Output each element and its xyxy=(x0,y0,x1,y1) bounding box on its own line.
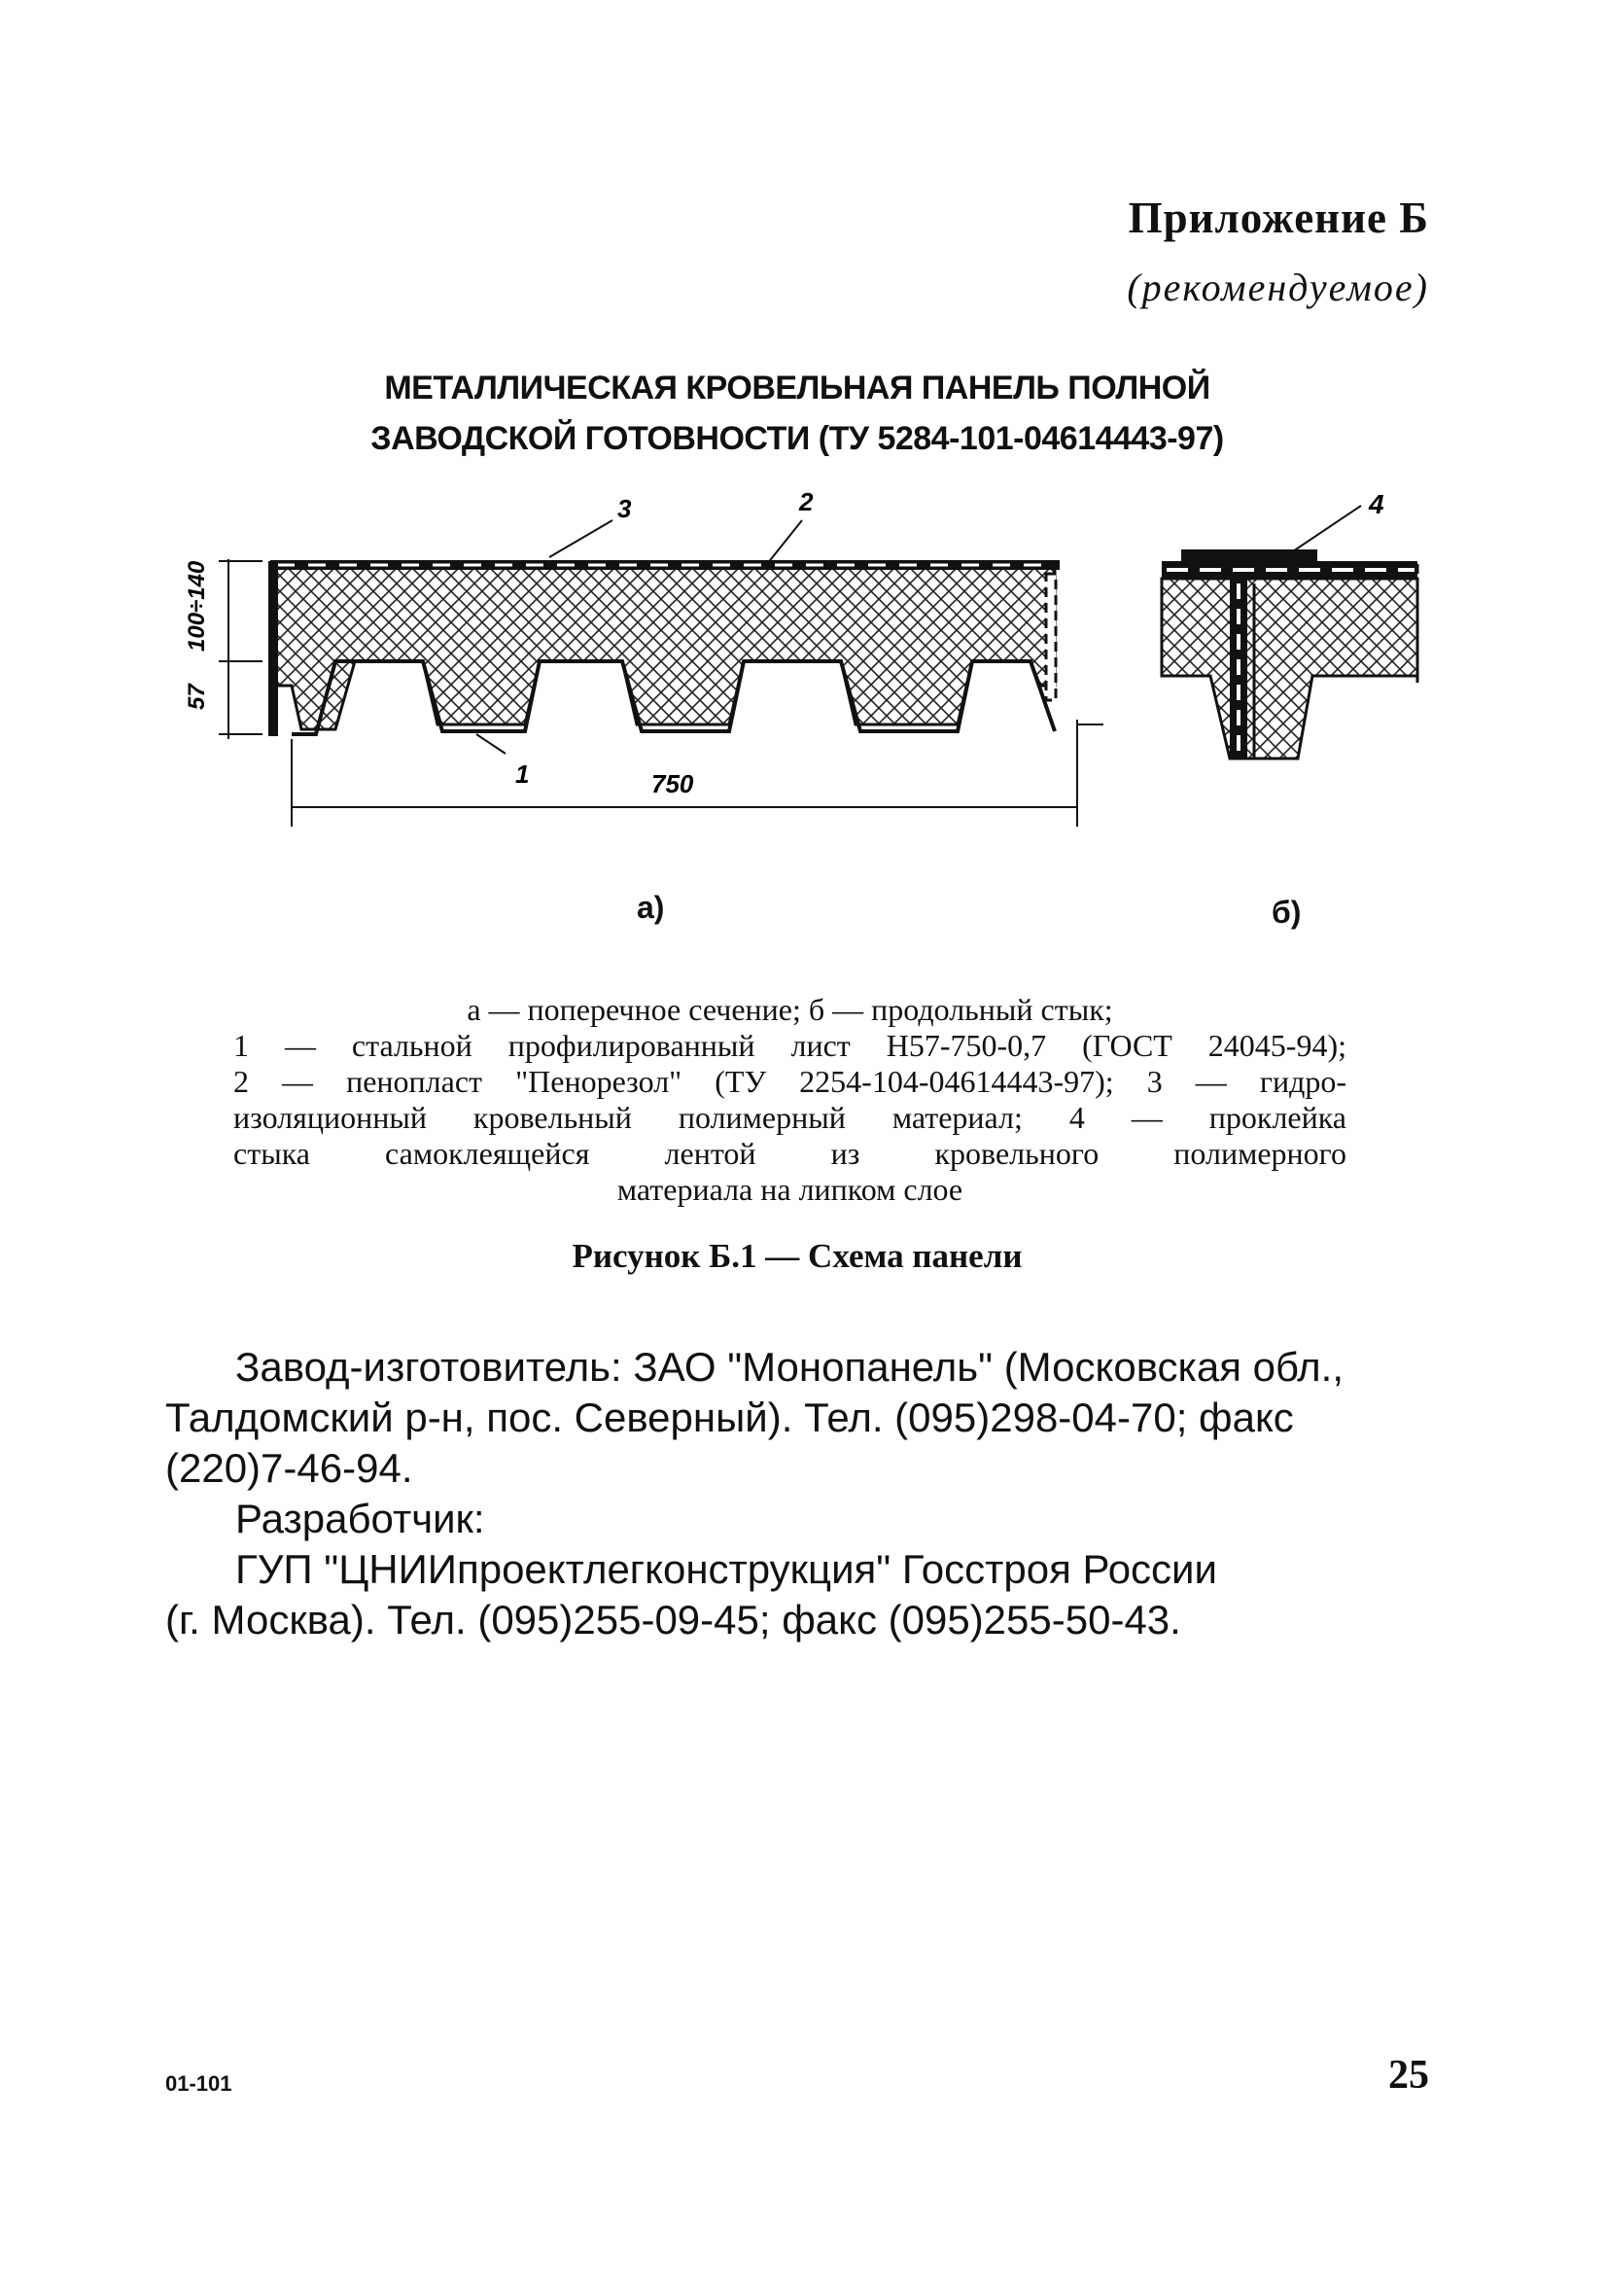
legend-line: стыка самоклеящейся лентой из кровельного полимерного xyxy=(233,1136,1346,1171)
joint-foam xyxy=(1162,579,1417,759)
manufacturer-line: (220)7-46-94. xyxy=(165,1445,413,1491)
legend-line: изоляционный кровельный полимерный материал; 4 — проклейка xyxy=(233,1100,1346,1135)
callout-4: 4 xyxy=(1369,489,1384,519)
legend-line: а — поперечное сечение; б — продольный стык; xyxy=(467,992,1113,1027)
section-heading-line1: МЕТАЛЛИЧЕСКАЯ КРОВЕЛЬНАЯ ПАНЕЛЬ ПОЛНОЙ xyxy=(384,370,1210,406)
document-code: 01-101 xyxy=(165,2071,232,2096)
callout-3: 3 xyxy=(617,494,632,523)
dim-width-label: 750 xyxy=(651,769,694,798)
view-label-a: а) xyxy=(637,890,665,925)
developer-label: Разработчик: xyxy=(235,1496,485,1541)
callout-1: 1 xyxy=(515,759,530,789)
developer-line: (г. Москва). Тел. (095)255-09-45; факс (095)255-50-43. xyxy=(165,1597,1181,1643)
legend-line: 2 — пенопласт "Пенорезол" (ТУ 2254-104-04614443-97); 3 — гидро- xyxy=(233,1064,1346,1099)
callout-2: 2 xyxy=(799,487,814,516)
foam-insulation xyxy=(274,567,1055,729)
figure-legend xyxy=(233,992,1346,1208)
legend-line: материала на липком слое xyxy=(616,1172,963,1207)
developer-line: ГУП "ЦНИИпроектлегконструкция" Госстроя России xyxy=(235,1546,1217,1592)
appendix-title: Приложение Б xyxy=(1128,194,1429,242)
page-number: 25 xyxy=(1388,2053,1429,2098)
dim-rib-label: 57 xyxy=(184,684,210,710)
longitudinal-joint-view xyxy=(1162,489,1417,759)
panel-diagram xyxy=(0,0,1607,972)
view-label-b: б) xyxy=(1272,895,1302,930)
manufacturer-line: Завод-изготовитель: ЗАО "Монопанель" (Московская обл., xyxy=(235,1344,1344,1390)
figure-caption: Рисунок Б.1 — Схема панели xyxy=(572,1237,1023,1275)
joint-tape xyxy=(1181,549,1317,561)
contact-info xyxy=(165,1342,1424,1645)
section-heading-line2: ЗАВОДСКОЙ ГОТОВНОСТИ (ТУ 5284-101-04614443-97) xyxy=(370,420,1224,457)
legend-line: 1 — стальной профилированный лист Н57-750-0,7 (ГОСТ 24045-94); xyxy=(233,1028,1346,1063)
appendix-subtitle: (рекомендуемое) xyxy=(1127,265,1429,309)
cross-section-view xyxy=(184,487,1103,827)
dim-height-label: 100÷140 xyxy=(184,560,210,652)
left-edge-plate xyxy=(268,561,278,736)
manufacturer-line: Талдомский р-н, пос. Северный). Тел. (095)298-04-70; факс xyxy=(165,1395,1294,1440)
